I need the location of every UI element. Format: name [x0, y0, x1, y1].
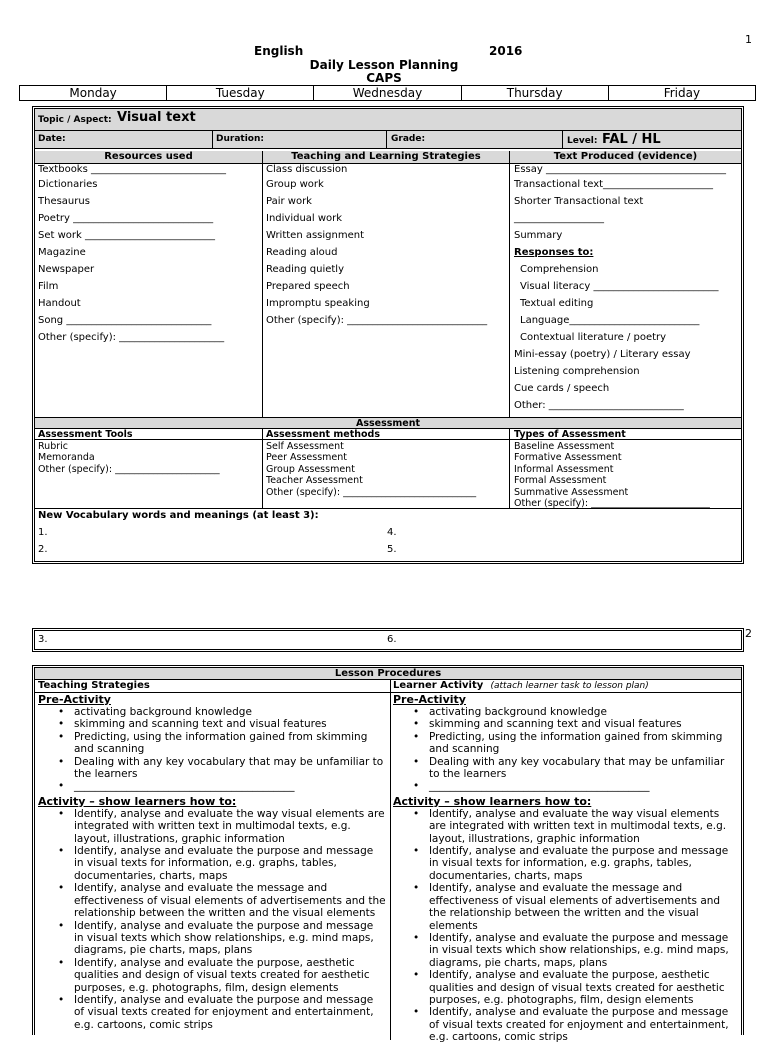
text-produced-item[interactable]: Essay ____________________________________ — [514, 164, 726, 175]
assessment-method-item[interactable]: Peer Assessment — [266, 452, 347, 463]
vocab-number[interactable]: 1. — [38, 527, 48, 538]
assessment-bar — [35, 418, 741, 429]
assessment-section — [35, 429, 741, 509]
day-wednesday[interactable]: Wednesday — [314, 86, 461, 101]
activity-item: • Identify, analyse and evaluate the way visual elements are integrated with written text in multimodal texts, e.g. layout, illustrations, graphic information — [429, 808, 737, 845]
strategy-item[interactable]: Impromptu speaking — [266, 298, 370, 309]
strategy-item[interactable]: Reading quietly — [266, 264, 345, 275]
pre-activity-heading: Pre-Activity — [38, 693, 111, 706]
day-tuesday[interactable]: Tuesday — [167, 86, 314, 101]
pre-activity-item: • activating background knowledge — [74, 706, 386, 718]
activity-heading: Activity – show learners how to: — [38, 794, 237, 808]
activity-item: • Identify, analyse and evaluate the purpose and message of visual texts created for enjoyment and entertainment, e.g. cartoons, comic strips — [74, 994, 386, 1031]
resource-item[interactable]: Poetry ____________________________ — [38, 213, 214, 224]
responses-to-heading: Responses to: — [514, 247, 594, 258]
pre-activity-blank[interactable]: • __________________________________________ — [74, 780, 386, 792]
pre-activity-item: • Predicting, using the information gained from skimming and scanning — [74, 731, 386, 756]
assessment-heading: Assessment — [355, 418, 421, 429]
page-subtitle: CAPS — [366, 71, 402, 85]
learner-column — [393, 693, 737, 1044]
strategy-item[interactable]: Pair work — [266, 196, 312, 207]
text-produced-item[interactable]: Language__________________________ — [520, 315, 700, 326]
assessment-tool-item[interactable]: Rubric — [38, 440, 68, 452]
vocabulary-continued — [32, 628, 744, 652]
assessment-type-item[interactable]: Summative Assessment — [514, 486, 629, 498]
teaching-strategies-heading: Teaching Strategies — [38, 680, 150, 691]
resources-section — [35, 151, 741, 418]
vocab-number[interactable]: 2. — [38, 544, 48, 555]
duration-label: Duration: — [216, 134, 264, 144]
resource-item[interactable]: Magazine — [38, 247, 86, 258]
text-produced-item[interactable]: Contextual literature / poetry — [520, 332, 667, 343]
text-produced-list — [514, 163, 726, 414]
assessment-type-item[interactable]: Informal Assessment — [514, 463, 614, 475]
assessment-type-item[interactable]: Formal Assessment — [514, 475, 607, 486]
page-number: 2 — [745, 627, 752, 640]
day-monday[interactable]: Monday — [20, 86, 167, 101]
subject: English — [254, 44, 304, 58]
strategy-item[interactable]: Class discussion — [266, 164, 348, 175]
strategy-item[interactable]: Written assignment — [266, 230, 365, 241]
resources-heading: Resources used — [104, 151, 193, 162]
topic-row — [35, 109, 741, 131]
assessment-types — [514, 429, 710, 510]
activity-item: • Identify, analyse and evaluate the purpose, aesthetic qualities and design of visual texts created for aesthetic purposes, e.g. photographs, film, design elements — [429, 969, 737, 1006]
text-produced-item[interactable]: Mini-essay (poetry) / Literary essay — [514, 349, 691, 360]
activity-item: • Identify, analyse and evaluate the message and effectiveness of visual elements of advertisements and the relationship between the written and the visual elements — [74, 882, 386, 919]
strategies-heading: Teaching and Learning Strategies — [291, 151, 481, 162]
assessment-method-item[interactable]: Self Assessment — [266, 440, 344, 452]
assessment-methods — [266, 429, 476, 498]
resource-item[interactable]: Textbooks ___________________________ — [38, 164, 226, 175]
activity-item: • Identify, analyse and evaluate the purpose, aesthetic qualities and design of visual texts created for aesthetic purposes, e.g. photographs, film, design elements — [74, 957, 386, 994]
resource-item[interactable]: Thesaurus — [38, 196, 90, 207]
text-produced-item[interactable]: Visual literacy _________________________ — [520, 281, 719, 292]
activity-item: • Identify, analyse and evaluate the way visual elements are integrated with written text in multimodal texts, e.g. layout, illustrations, graphic information — [74, 808, 386, 845]
assessment-type-item[interactable]: Baseline Assessment — [514, 440, 615, 452]
resources-list — [38, 163, 226, 346]
day-friday[interactable]: Friday — [608, 86, 755, 101]
assessment-types-heading: Types of Assessment — [514, 429, 626, 440]
assessment-methods-heading: Assessment methods — [266, 429, 380, 440]
resource-item[interactable]: Newspaper — [38, 264, 95, 275]
page-number: 1 — [745, 33, 752, 46]
vocab-number[interactable]: 3. — [38, 634, 48, 645]
date-row — [35, 131, 741, 149]
date-label: Date: — [38, 134, 66, 144]
assessment-tool-item[interactable]: Other (specify): ______________________ — [38, 463, 220, 475]
pre-activity-item: • activating background knowledge — [429, 706, 737, 718]
activity-item: • Identify, analyse and evaluate the purpose and message in visual texts for information, e.g. graphs, tables, documentaries, charts, maps — [74, 845, 386, 882]
strategy-item[interactable]: Other (specify): ____________________________ — [266, 315, 488, 326]
assessment-tools-heading: Assessment Tools — [38, 429, 133, 440]
text-produced-item[interactable]: Summary — [514, 230, 563, 241]
grade-label: Grade: — [391, 134, 426, 144]
topic-value[interactable]: Visual text — [117, 110, 196, 125]
text-produced-item[interactable]: Textual editing — [520, 298, 594, 309]
text-produced-item[interactable]: __________________ — [514, 213, 604, 224]
topic-label: Topic / Aspect: — [38, 115, 112, 125]
lesson-procedures-title: Lesson Procedures — [334, 668, 442, 679]
vocabulary-section — [35, 509, 741, 561]
lesson-procedures — [32, 665, 744, 1044]
assessment-method-item[interactable]: Teacher Assessment — [266, 475, 363, 486]
resource-item[interactable]: Song _____________________________ — [38, 315, 212, 326]
vocab-number[interactable]: 4. — [387, 527, 397, 538]
strategy-item[interactable]: Group work — [266, 179, 324, 190]
level-value[interactable]: FAL / HL — [602, 132, 661, 147]
activity-item: • Identify, analyse and evaluate the purpose and message in visual texts which show relationships, e.g. mind maps, diagrams, pie charts, maps, plans — [74, 920, 386, 957]
activity-item: • Identify, analyse and evaluate the purpose and message in visual texts for information, e.g. graphs, tables, documentaries, charts, maps — [429, 845, 737, 882]
learner-activity-header — [393, 680, 649, 692]
weekday-row — [19, 85, 756, 101]
resource-item[interactable]: Set work __________________________ — [38, 230, 215, 241]
strategy-item[interactable]: Prepared speech — [266, 281, 350, 292]
vocab-number[interactable]: 6. — [387, 634, 397, 645]
assessment-tool-item[interactable]: Memoranda — [38, 452, 95, 463]
pre-activity-item: • Dealing with any key vocabulary that may be unfamiliar to the learners — [74, 756, 386, 781]
resource-item[interactable]: Handout — [38, 298, 81, 309]
assessment-type-item[interactable]: Formative Assessment — [514, 452, 622, 463]
activity-item: • Identify, analyse and evaluate the message and effectiveness of visual elements of advertisements and the relationship between the written and the visual elements — [429, 882, 737, 932]
assessment-tools — [38, 429, 220, 475]
resource-item[interactable]: Dictionaries — [38, 179, 98, 190]
activity-item: • Identify, analyse and evaluate the purpose and message of visual texts created for enjoyment and entertainment, e.g. cartoons, comic strips — [429, 1006, 737, 1043]
resource-item[interactable]: Other (specify): _____________________ — [38, 332, 225, 343]
assessment-method-item[interactable]: Other (specify): ____________________________ — [266, 486, 477, 498]
vocab-number[interactable]: 5. — [387, 544, 397, 555]
lesson-plan-form — [32, 106, 744, 564]
text-produced-item[interactable]: Comprehension — [520, 264, 599, 275]
vocabulary-heading: New Vocabulary words and meanings (at least 3): — [38, 510, 319, 521]
pre-activity-item: • Predicting, using the information gained from skimming and scanning — [429, 731, 737, 756]
text-produced-heading: Text Produced (evidence) — [553, 151, 698, 162]
level-label: Level: — [567, 136, 598, 146]
year: 2016 — [489, 44, 523, 58]
activity-heading: Activity – show learners how to: — [393, 794, 592, 808]
text-produced-item[interactable]: Listening comprehension — [514, 366, 640, 377]
assessment-type-item[interactable]: Other (specify): _________________________ — [514, 498, 710, 509]
day-thursday[interactable]: Thursday — [461, 86, 608, 101]
pre-activity-item: • skimming and scanning text and visual features — [429, 718, 737, 730]
teaching-column — [38, 693, 386, 1031]
pre-activity-blank[interactable]: • __________________________________________ — [429, 780, 737, 792]
resource-item[interactable]: Film — [38, 281, 59, 292]
text-produced-item[interactable]: Transactional text______________________ — [514, 179, 714, 190]
pre-activity-heading: Pre-Activity — [393, 693, 466, 706]
strategy-item[interactable]: Reading aloud — [266, 247, 338, 258]
pre-activity-item: • skimming and scanning text and visual features — [74, 718, 386, 730]
strategies-list — [266, 163, 487, 329]
activity-item: • Identify, analyse and evaluate the purpose and message in visual texts which show relationships, e.g. mind maps, diagrams, pie charts, maps, plans — [429, 932, 737, 969]
learner-activity-heading: Learner Activity — [393, 680, 484, 691]
pre-activity-item: • Dealing with any key vocabulary that may be unfamiliar to the learners — [429, 756, 737, 781]
assessment-method-item[interactable]: Group Assessment — [266, 463, 355, 475]
text-produced-item[interactable]: Other: ___________________________ — [514, 400, 684, 411]
text-produced-item[interactable]: Shorter Transactional text — [514, 196, 644, 207]
learner-activity-note: (attach learner task to lesson plan) — [490, 681, 649, 691]
strategy-item[interactable]: Individual work — [266, 213, 343, 224]
lesson-procedures-bar — [35, 668, 741, 680]
page-title: Daily Lesson Planning — [309, 58, 459, 72]
text-produced-item[interactable]: Cue cards / speech — [514, 383, 610, 394]
